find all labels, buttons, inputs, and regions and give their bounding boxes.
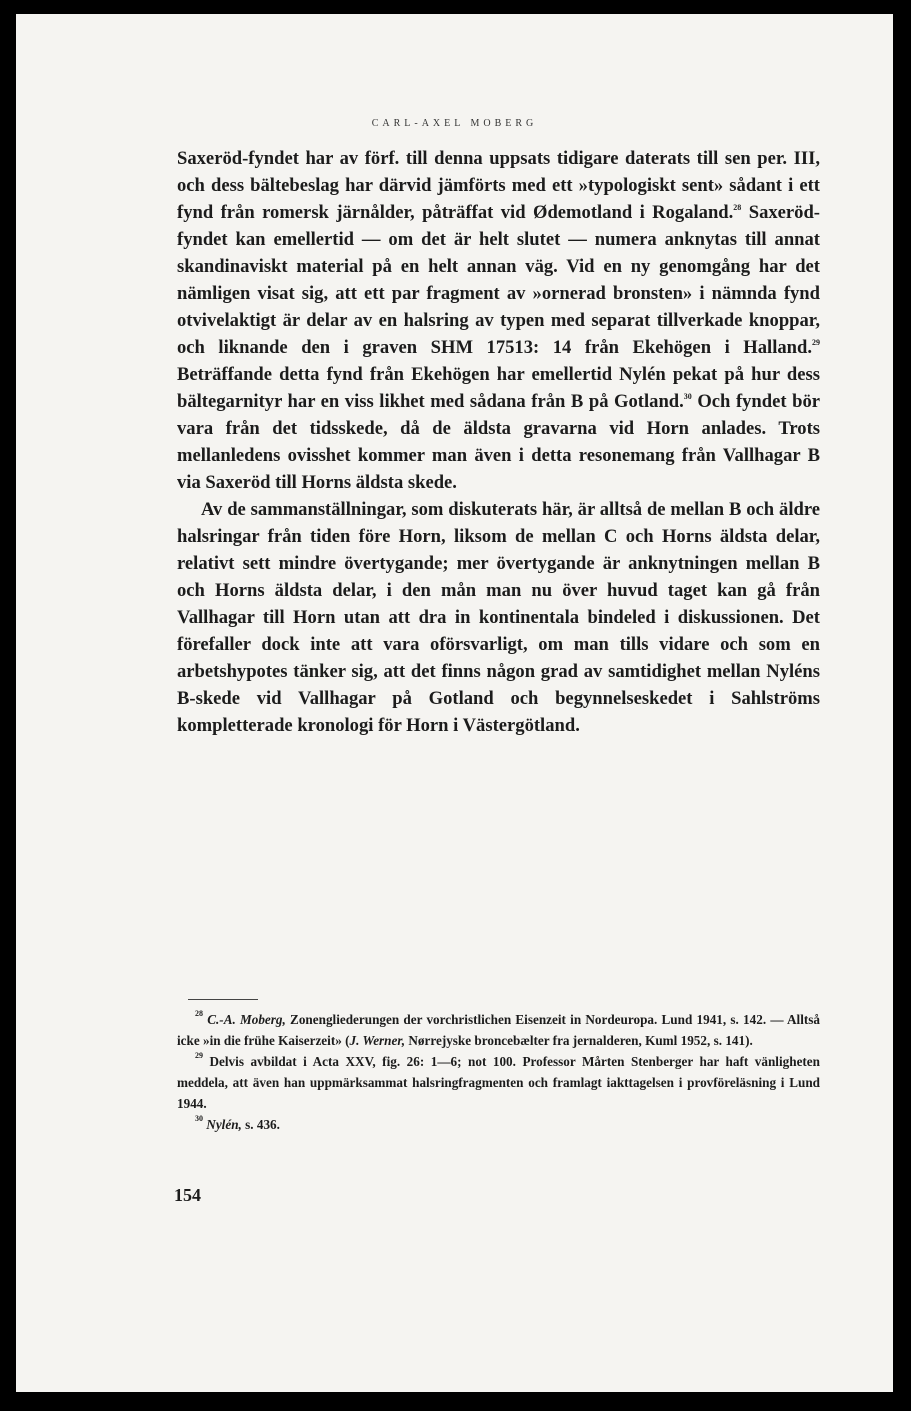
document-page xyxy=(16,14,893,1392)
footnote-marker: 28 xyxy=(195,1009,203,1018)
footnote-marker: 30 xyxy=(195,1114,203,1123)
footnote-2 xyxy=(177,1051,820,1114)
footnotes xyxy=(177,1009,820,1135)
body-text xyxy=(177,145,820,739)
text-run: Beträffande detta fynd från Ekehögen har emellertid Nylén pekat på hur dess bältegarnityr har en viss likhet med sådana från B på Gotland. xyxy=(177,364,820,412)
citation-author: C.-A. Moberg, xyxy=(207,1012,286,1027)
page-number: 154 xyxy=(174,1185,201,1205)
footnote-1 xyxy=(177,1009,820,1051)
text-run: Saxeröd-fyndet kan emellertid — om det är helt slutet — numera anknytas till annat skandinaviskt material på en helt annan väg. Vid en ny genomgång har det nämligen visat sig, att ett par fragment av »ornerad bronsten» i nämnda fynd otvivelaktigt är delar av en halsring av typen med separat tillverkade knoppar, och liknande den i graven SHM 17513: 14 från Ekehögen i Halland. xyxy=(177,202,820,358)
citation-author: Nylén, xyxy=(206,1117,242,1132)
text-run: Nørrejyske broncebælter fra jernalderen, Kuml 1952, s. 141). xyxy=(405,1033,753,1048)
text-run: Och fyndet bör vara från det tidsskede, då de äldsta gravarna vid Horn anlades. Trots mellanledens ovisshet kommer man även i detta resonemang från Vallhagar B via Saxeröd till Horns äldsta skede. xyxy=(177,391,821,493)
footnote-marker: 28 xyxy=(733,203,742,212)
paragraph-2 xyxy=(177,496,820,739)
paragraph-1 xyxy=(177,145,820,496)
text-run: Av de sammanställningar, som diskuterats här, är alltså de mellan B och äldre halsringar från tiden före Horn, liksom de mellan C och Horns äldsta delar, relativt sett mindre övertygande; mer övertygande är anknytningen mellan B och Horns äldsta delar, i den mån man nu över huvud taget kan gå från Vallhagar till Horn utan att dra in kontinentala bindeled i diskussionen. Det förefaller dock inte att vara oförsvarligt, om man tills vidare och som en arbetshypotes tänker sig, att det finns någon grad av samtidighet mellan Nyléns B-skede vid Vallhagar på Gotland och begynnelseskedet i Sahlströms kompletterade kronologi för Horn i Västergötland. xyxy=(177,499,820,736)
footnote-divider xyxy=(188,999,258,1000)
footnote-marker: 30 xyxy=(683,392,692,401)
text-run: s. 436. xyxy=(241,1117,280,1132)
citation-author: J. Werner, xyxy=(349,1033,406,1048)
text-run: Zonengliederungen der vorchristlichen Eisenzeit in Nordeuropa. Lund 1941, s. 142. — Alltså icke »in die frühe Kaiserzeit» ( xyxy=(177,1012,820,1048)
footnote-marker: 29 xyxy=(195,1051,203,1060)
footnote-3 xyxy=(177,1114,820,1135)
running-head: CARL-AXEL MOBERG xyxy=(371,118,538,129)
footnote-marker: 29 xyxy=(812,338,820,347)
text-run: Delvis avbildat i Acta XXV, fig. 26: 1—6; not 100. Professor Mårten Stenberger har haft vänligheten meddela, att även han uppmärksammat halsringfragmenten och framlagt iakttagelsen i provföreläsning i Lund 1944. xyxy=(177,1054,820,1111)
text-run: Saxeröd-fyndet har av förf. till denna uppsats tidigare daterats till sen per. III, och dess bältebeslag har därvid jämförts med ett »typologiskt sent» sådant i ett fynd från romersk järnålder, påträffat vid Ødemotland i Rogaland. xyxy=(177,148,820,223)
